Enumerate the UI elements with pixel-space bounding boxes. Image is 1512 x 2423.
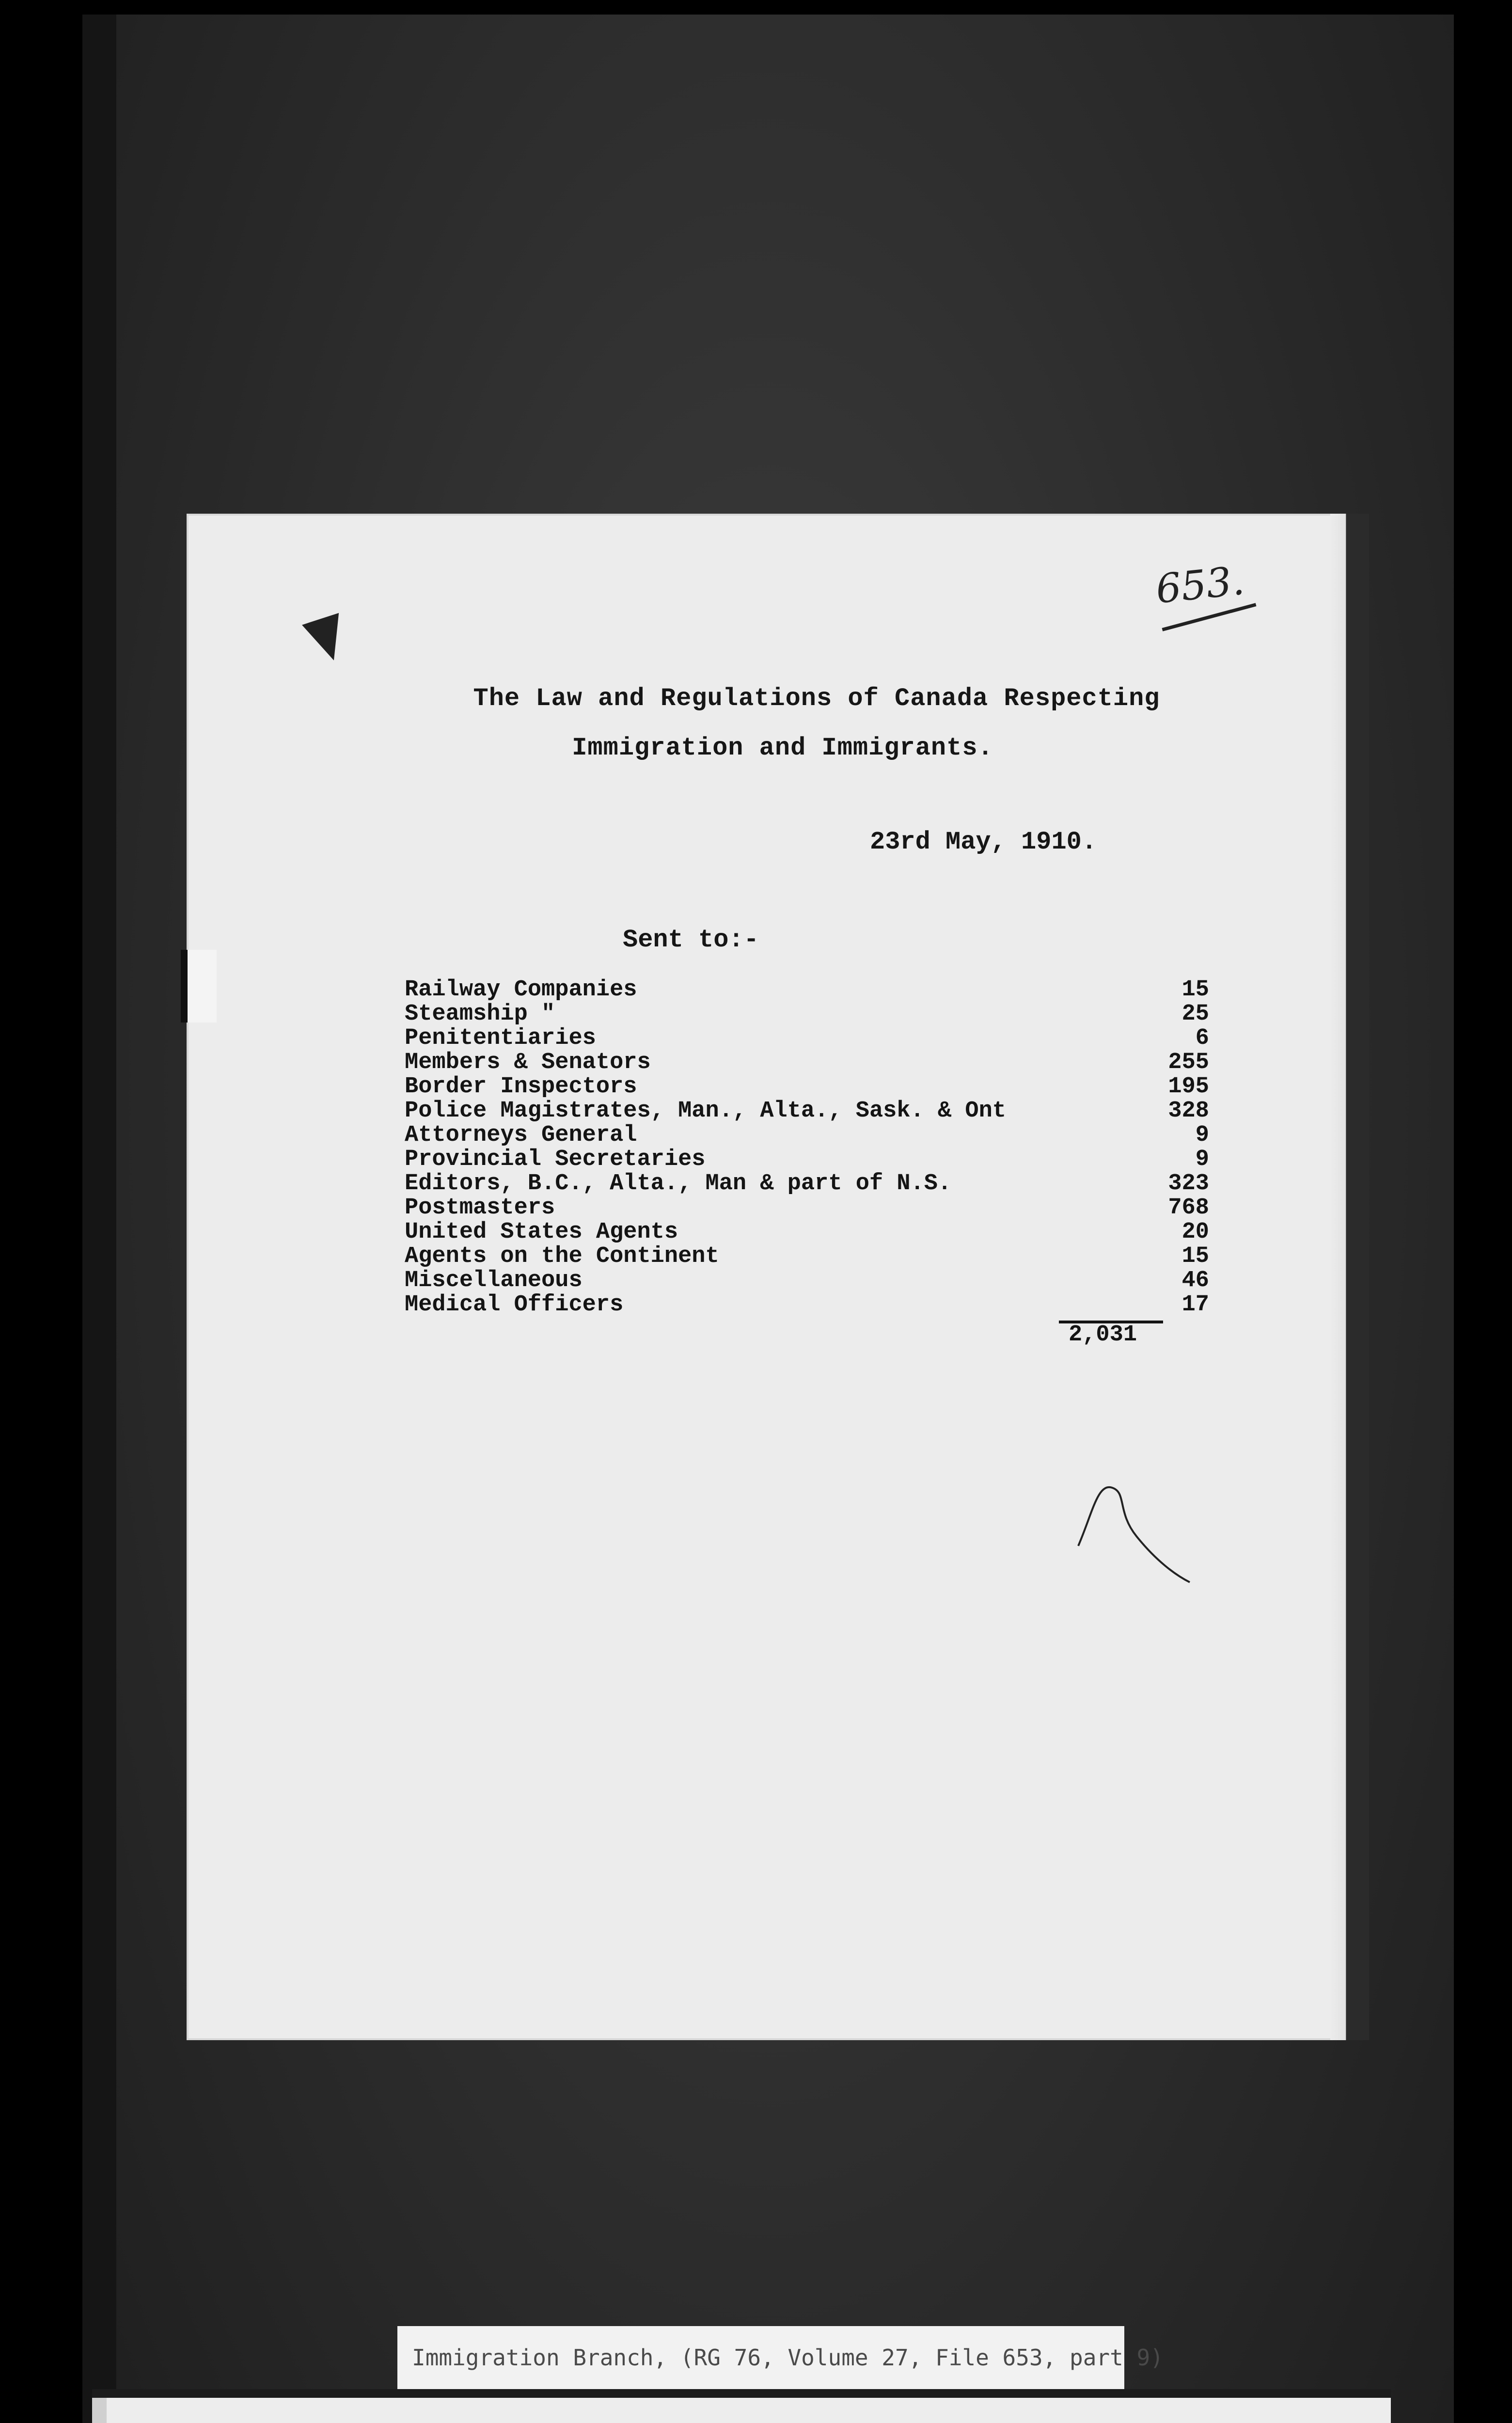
distribution-recipient: Miscellaneous xyxy=(405,1268,583,1293)
document-date: 23rd May, 1910. xyxy=(870,828,1097,856)
distribution-row xyxy=(405,1293,1209,1317)
distribution-row xyxy=(405,1002,1209,1026)
distribution-count: 20 xyxy=(1181,1219,1209,1245)
distribution-recipient: United States Agents xyxy=(405,1219,678,1245)
archive-identification-card xyxy=(92,2389,1391,2423)
distribution-row xyxy=(405,1269,1209,1293)
distribution-recipient: Medical Officers xyxy=(405,1292,624,1318)
distribution-recipient: Police Magistrates, Man., Alta., Sask. & Ont xyxy=(405,1098,1007,1124)
archival-reference-label: Immigration Branch, (RG 76, Volume 27, File 653, part 9) xyxy=(397,2326,1124,2389)
distribution-count: 15 xyxy=(1181,977,1209,1003)
distribution-row xyxy=(405,1172,1209,1196)
distribution-recipient: Provincial Secretaries xyxy=(405,1147,706,1172)
distribution-recipient: Border Inspectors xyxy=(405,1074,637,1100)
distribution-row xyxy=(405,1099,1209,1123)
distribution-recipient: Steamship " xyxy=(405,1001,555,1027)
distribution-recipient: Agents on the Continent xyxy=(405,1243,719,1269)
distribution-count: 25 xyxy=(1181,1001,1209,1027)
binding-tab xyxy=(181,950,217,1023)
distribution-recipient: Attorneys General xyxy=(405,1122,637,1148)
document-title-line-1: The Law and Regulations of Canada Respecting xyxy=(473,684,1160,713)
distribution-list xyxy=(405,978,1209,1317)
distribution-count: 255 xyxy=(1168,1050,1209,1075)
distribution-recipient: Postmasters xyxy=(405,1195,555,1221)
film-edge xyxy=(82,15,116,2423)
distribution-count: 9 xyxy=(1195,1122,1209,1148)
distribution-count: 323 xyxy=(1168,1171,1209,1196)
distribution-count: 15 xyxy=(1181,1243,1209,1269)
distribution-total: 2,031 xyxy=(1069,1322,1137,1348)
distribution-row xyxy=(405,1148,1209,1172)
corner-tear-mark xyxy=(302,613,352,666)
sent-to-label: Sent to:- xyxy=(623,926,759,954)
distribution-row xyxy=(405,1026,1209,1051)
distribution-count: 17 xyxy=(1181,1292,1209,1318)
distribution-row xyxy=(405,1075,1209,1099)
distribution-count: 768 xyxy=(1168,1195,1209,1221)
pencil-scribble xyxy=(1073,1483,1199,1589)
document-title-line-2: Immigration and Immigrants. xyxy=(572,734,993,762)
distribution-recipient: Editors, B.C., Alta., Man & part of N.S. xyxy=(405,1171,952,1196)
distribution-recipient: Penitentiaries xyxy=(405,1025,596,1051)
distribution-count: 46 xyxy=(1181,1268,1209,1293)
distribution-row xyxy=(405,978,1209,1002)
distribution-row xyxy=(405,1051,1209,1075)
handwritten-file-number: 653. xyxy=(1153,557,1247,613)
card-edge xyxy=(92,2398,107,2423)
distribution-count: 328 xyxy=(1168,1098,1209,1124)
distribution-recipient: Railway Companies xyxy=(405,977,637,1003)
distribution-row xyxy=(405,1196,1209,1220)
distribution-recipient: Members & Senators xyxy=(405,1050,651,1075)
distribution-row xyxy=(405,1123,1209,1148)
distribution-row xyxy=(405,1244,1209,1269)
typed-document-sheet xyxy=(187,514,1350,2040)
distribution-row xyxy=(405,1220,1209,1244)
distribution-count: 195 xyxy=(1168,1074,1209,1100)
distribution-count: 6 xyxy=(1195,1025,1209,1051)
distribution-count: 9 xyxy=(1195,1147,1209,1172)
